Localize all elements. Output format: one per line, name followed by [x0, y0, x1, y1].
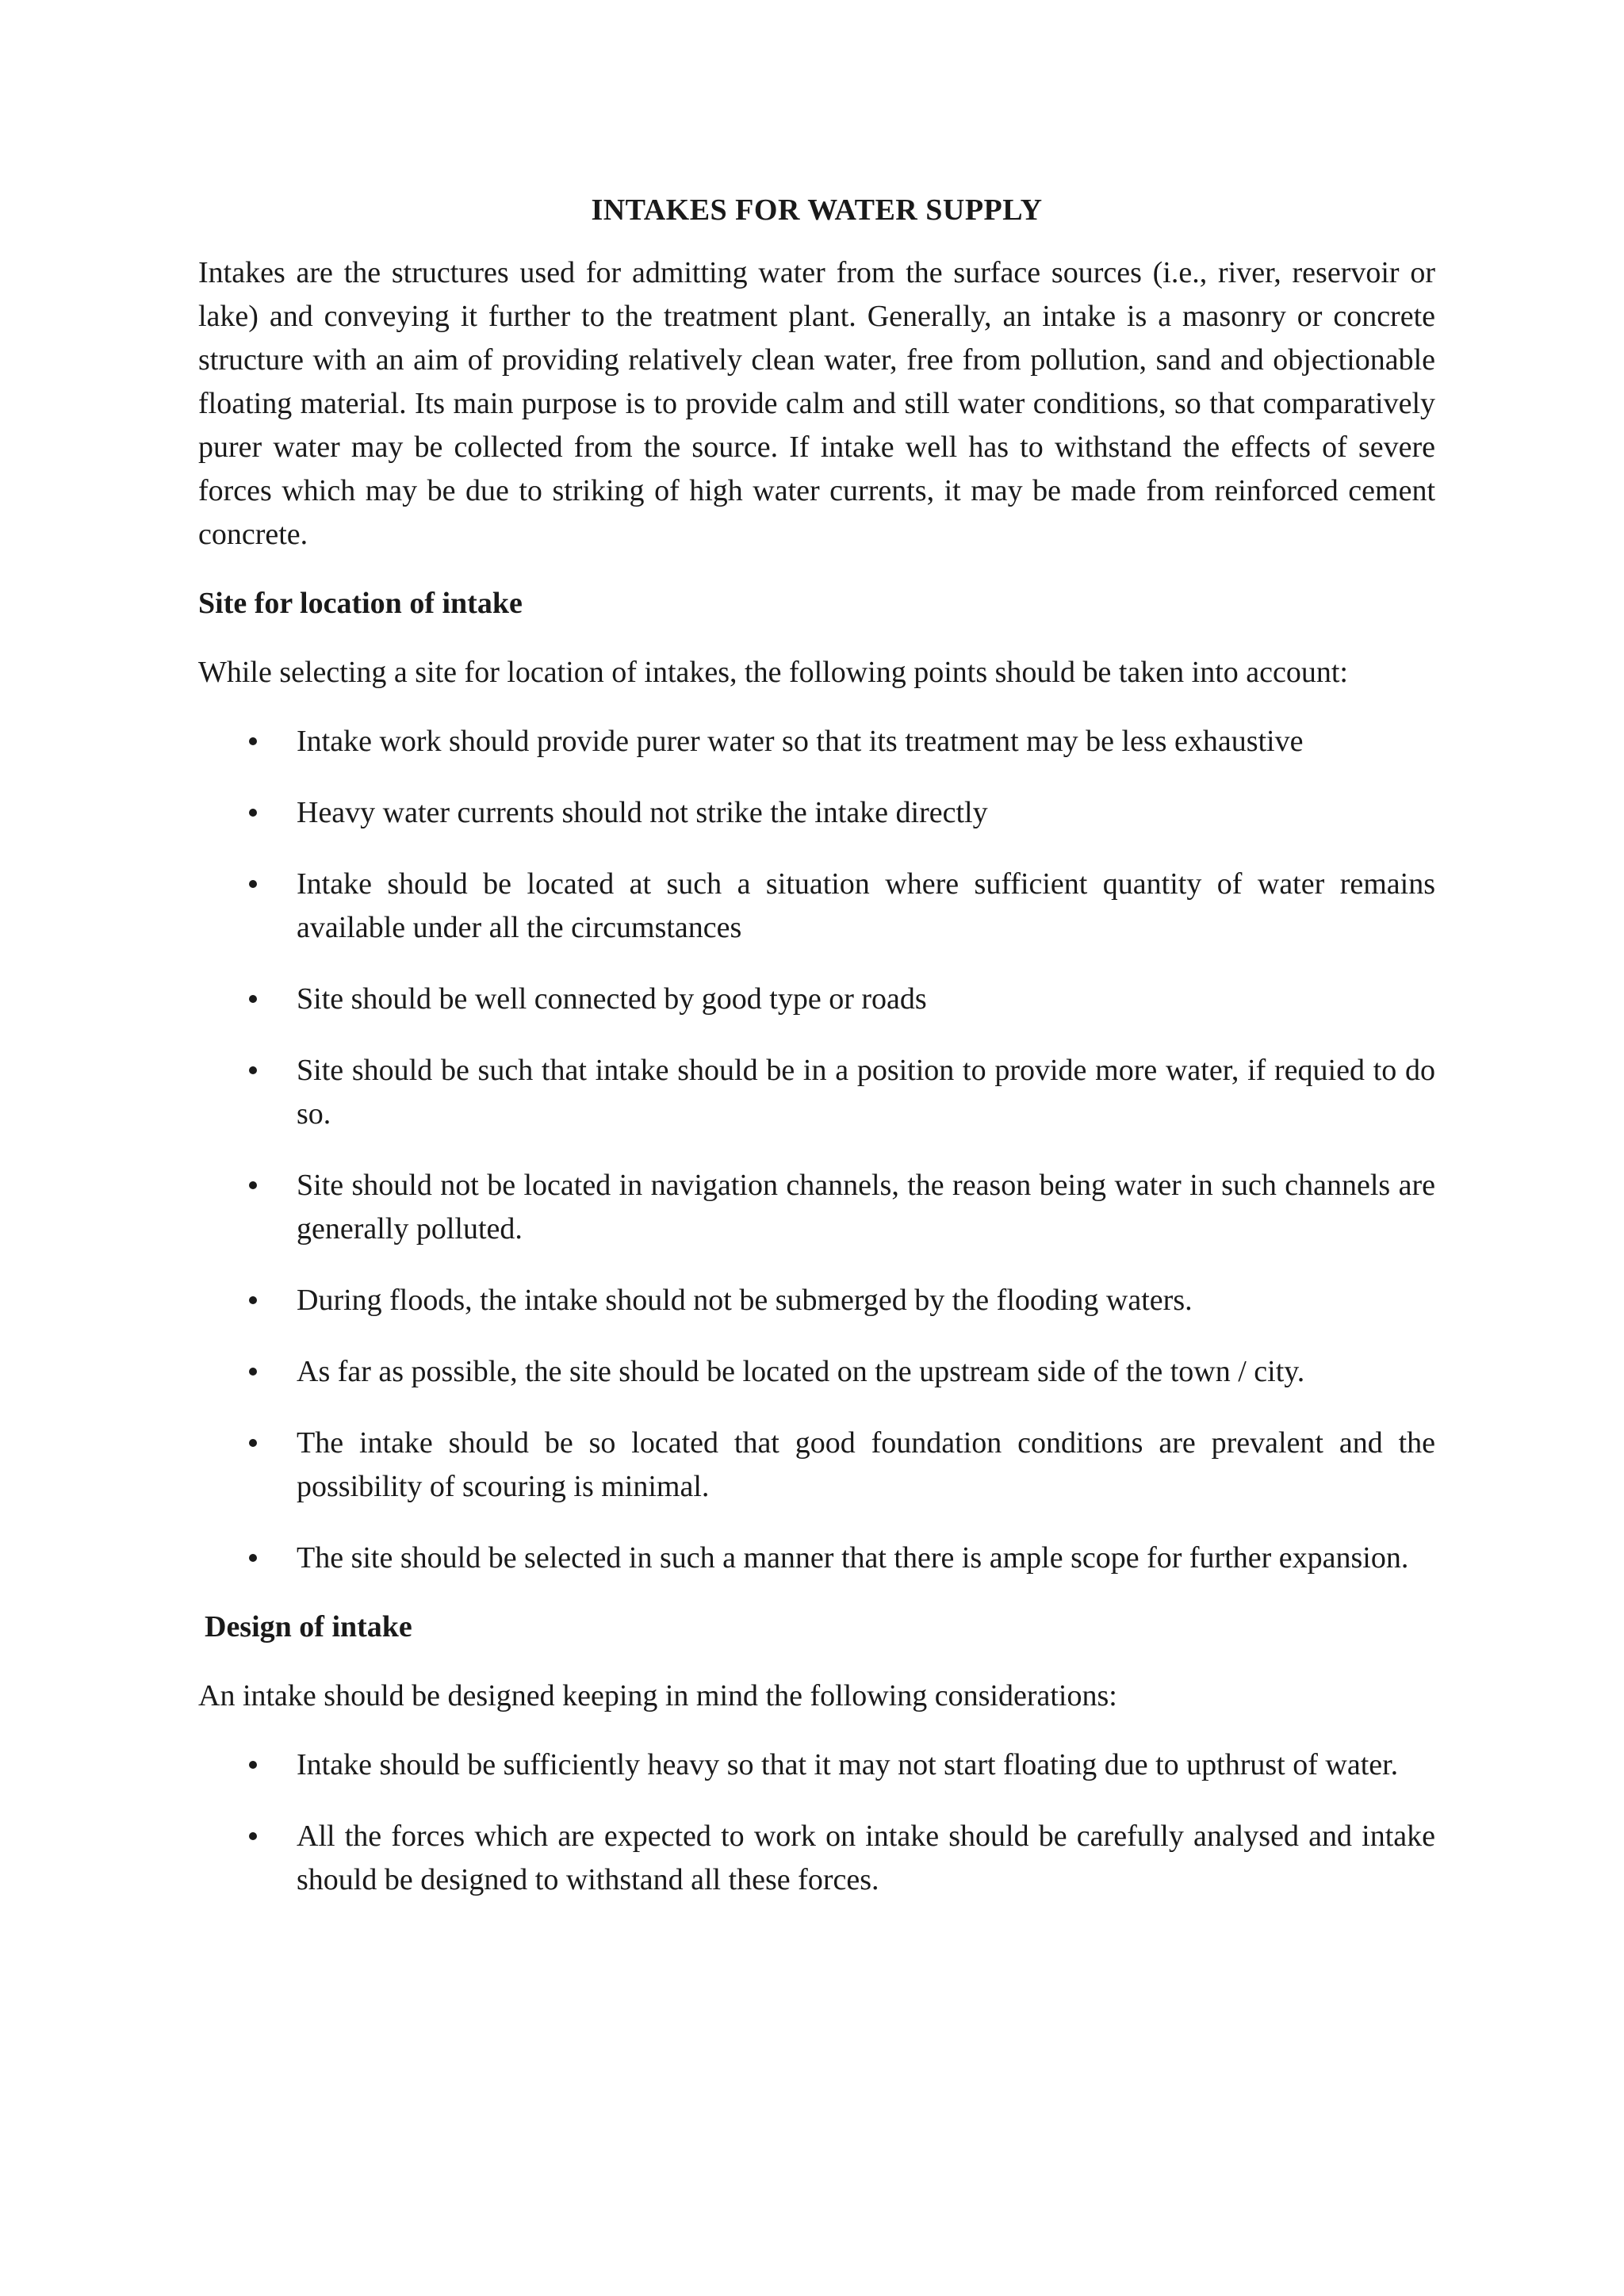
- bullet-icon: [249, 880, 257, 888]
- list-item-text: Site should not be located in navigation channels, the reason being water in such channels are generally polluted.: [297, 1169, 1435, 1246]
- list-item-text: Heavy water currents should not strike the intake directly: [297, 796, 988, 829]
- bullet-icon: [249, 1368, 257, 1376]
- bullet-icon: [249, 1066, 257, 1074]
- list-item: [198, 791, 1435, 835]
- list-item: [198, 1350, 1435, 1394]
- bullet-icon: [249, 1761, 257, 1769]
- list-item: [198, 1164, 1435, 1251]
- design-bullet-list: [198, 1743, 1435, 1902]
- list-item-text: Site should be such that intake should be in a position to provide more water, if requied to do so.: [297, 1054, 1435, 1131]
- list-item: [198, 978, 1435, 1021]
- bullet-icon: [249, 809, 257, 817]
- design-section-heading: Design of intake: [205, 1610, 412, 1644]
- list-item-text: As far as possible, the site should be located on the upstream side of the town / city.: [297, 1355, 1305, 1388]
- document-page: [198, 189, 1435, 1927]
- design-section-lead: An intake should be designed keeping in mind the following considerations:: [198, 1679, 1117, 1712]
- list-item: [198, 1049, 1435, 1136]
- list-item: [198, 1536, 1435, 1580]
- site-bullet-list: [198, 720, 1435, 1580]
- site-section-lead: While selecting a site for location of intakes, the following points should be taken into account:: [198, 656, 1348, 689]
- list-item-text: During floods, the intake should not be submerged by the flooding waters.: [297, 1284, 1193, 1317]
- bullet-icon: [249, 1832, 257, 1840]
- list-item-text: Site should be well connected by good type or roads: [297, 982, 927, 1016]
- list-item: [198, 1743, 1435, 1787]
- list-item: [198, 720, 1435, 763]
- list-item: [198, 1815, 1435, 1902]
- bullet-icon: [249, 1554, 257, 1562]
- bullet-icon: [249, 1439, 257, 1447]
- list-item-text: All the forces which are expected to work on intake should be carefully analysed and intake should be designed to withstand all these forces.: [297, 1820, 1435, 1896]
- bullet-icon: [249, 1181, 257, 1189]
- intro-paragraph: Intakes are the structures used for admitting water from the surface sources (i.e., river, reservoir or lake) and conveying it further to the treatment plant. Generally, an intake is a masonry or concrete structure with an aim of providing relatively clean water, free from pollution, sand and objectionable floating material. Its main purpose is to provide calm and still water conditions, so that comparatively purer water may be collected from the source. If intake well has to withstand the effects of severe forces which may be due to striking of high water currents, it may be made from reinforced cement concrete.: [198, 256, 1435, 551]
- bullet-icon: [249, 1296, 257, 1304]
- list-item: [198, 1422, 1435, 1509]
- list-item-text: Intake should be sufficiently heavy so that it may not start floating due to upthrust of water.: [297, 1748, 1399, 1781]
- bullet-icon: [249, 995, 257, 1003]
- list-item-text: The site should be selected in such a manner that there is ample scope for further expansion.: [297, 1541, 1409, 1575]
- list-item-text: The intake should be so located that good foundation conditions are prevalent and the possibility of scouring is minimal.: [297, 1426, 1435, 1503]
- site-section-heading: Site for location of intake: [198, 587, 523, 620]
- bullet-icon: [249, 737, 257, 745]
- document-title: INTAKES FOR WATER SUPPLY: [591, 193, 1043, 227]
- list-item: [198, 1279, 1435, 1322]
- list-item-text: Intake should be located at such a situation where sufficient quantity of water remains available under all the circumstances: [297, 867, 1435, 944]
- list-item: [198, 863, 1435, 950]
- list-item-text: Intake work should provide purer water so that its treatment may be less exhaustive: [297, 725, 1304, 758]
